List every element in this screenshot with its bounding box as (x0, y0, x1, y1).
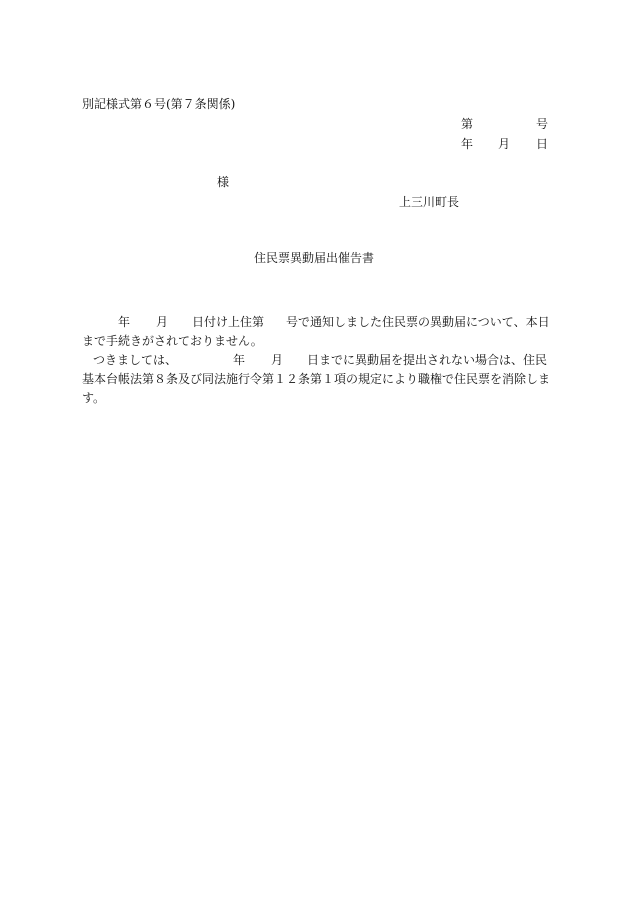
paragraph1-month: 月 (156, 315, 169, 329)
paragraph2-year: 年 (233, 353, 246, 367)
paragraph2-text-a: つきましては、 (93, 353, 178, 367)
paragraph2-month: 月 (271, 353, 284, 367)
document-title: 住民票異動届出催告書 (254, 251, 375, 265)
paragraph-notice (82, 313, 550, 351)
addressee-honorific: 様 (217, 175, 230, 189)
issue-date-year: 年 (461, 137, 474, 151)
paragraph1-text-b: 号で通知しました住民票の異動届について、本日まで手続きがされておりません。 (82, 315, 550, 348)
document-body (82, 313, 550, 408)
paragraph1-year: 年 (118, 315, 131, 329)
paragraph-warning (82, 351, 550, 408)
form-label: 別記様式第６号(第７条関係) (82, 97, 236, 111)
issue-date-day: 日 (536, 137, 549, 151)
paragraph2-text-b: 日までに異動届を提出されない場合は、住民基本台帳法第８条及び同法施行令第１２条第１項の規定により職権で住民票を消除します。 (82, 353, 551, 405)
sender-name: 上三川町長 (399, 195, 460, 209)
issue-date-month: 月 (498, 137, 511, 151)
issue-number-suffix: 号 (536, 117, 549, 131)
issue-number-prefix: 第 (461, 117, 474, 131)
paragraph1-text-a: 日付け上住第 (192, 315, 265, 329)
